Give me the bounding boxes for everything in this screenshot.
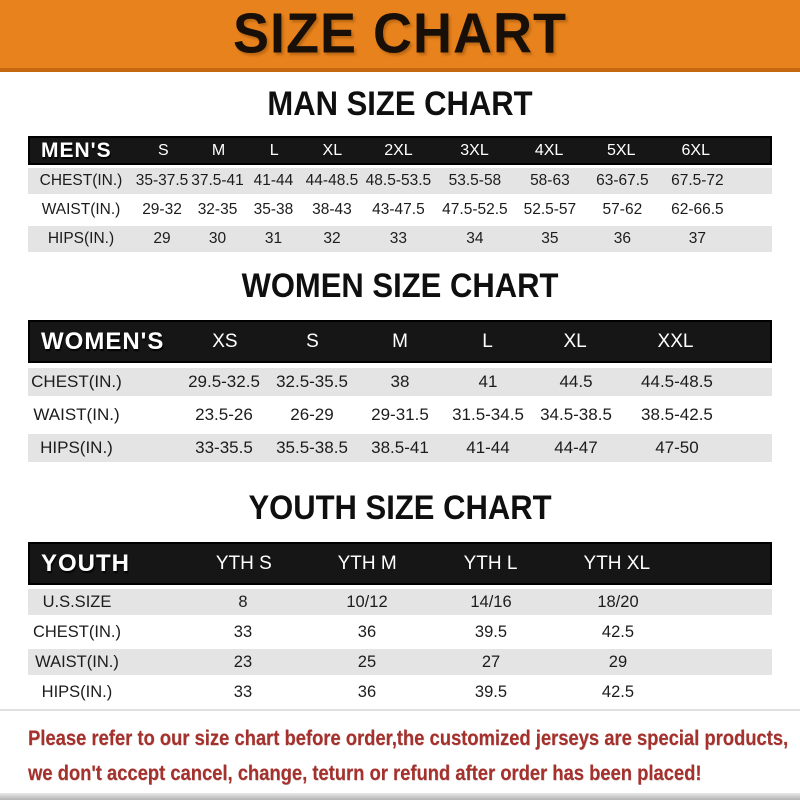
table-cell: 38.5-42.5 bbox=[641, 405, 713, 424]
column-header: YTH L bbox=[463, 552, 518, 574]
women-size-table bbox=[28, 320, 772, 462]
column-header: XXL bbox=[657, 330, 694, 352]
column-header: XL bbox=[563, 330, 587, 352]
men-size-table bbox=[28, 136, 772, 252]
column-header: 5XL bbox=[606, 141, 636, 159]
table-row bbox=[28, 589, 772, 615]
table-cell: 31.5-34.5 bbox=[452, 405, 524, 424]
table-cell: 10/12 bbox=[346, 592, 388, 611]
bottom-edge-strip bbox=[0, 793, 800, 800]
footer-notice bbox=[0, 726, 800, 796]
men-section-heading bbox=[0, 83, 800, 124]
divider-line bbox=[0, 709, 800, 711]
table-cell: 42.5 bbox=[601, 622, 635, 641]
table-cell: 38-43 bbox=[312, 201, 352, 218]
table-cell: 33 bbox=[233, 682, 253, 701]
table-cell: 41 bbox=[478, 372, 498, 391]
table-cell: 39.5 bbox=[474, 682, 508, 701]
table-cell: 41-44 bbox=[253, 172, 294, 189]
table-cell: 44.5-48.5 bbox=[641, 372, 713, 391]
women-section-heading bbox=[0, 265, 800, 306]
men-section-heading-text: MAN SIZE CHART bbox=[267, 83, 533, 124]
table-row bbox=[28, 649, 772, 675]
section-women bbox=[0, 252, 800, 462]
table-row bbox=[28, 619, 772, 645]
column-header: YTH S bbox=[215, 552, 272, 574]
table-row bbox=[28, 401, 772, 429]
women-section-heading-text: WOMEN SIZE CHART bbox=[241, 265, 559, 306]
youth-section-heading-text: YOUTH SIZE CHART bbox=[248, 487, 552, 528]
table-cell: 30 bbox=[208, 230, 227, 247]
table-cell: 58-63 bbox=[530, 172, 570, 189]
banner-title: SIZE CHART bbox=[233, 2, 567, 66]
column-header: 3XL bbox=[460, 141, 489, 159]
table-cell: 33-35.5 bbox=[195, 438, 253, 457]
table-cell: 14/16 bbox=[470, 592, 512, 611]
table-row bbox=[28, 368, 772, 396]
table-cell: 26-29 bbox=[290, 405, 334, 424]
column-header: L bbox=[269, 141, 279, 159]
table-cell: 37.5-41 bbox=[191, 172, 244, 189]
table-row bbox=[28, 197, 772, 223]
column-header: XS bbox=[212, 330, 238, 352]
table-corner-label: MEN'S bbox=[41, 138, 112, 162]
column-header: M bbox=[211, 141, 226, 159]
column-header: YTH XL bbox=[583, 552, 651, 574]
table-cell: 43-47.5 bbox=[372, 201, 425, 218]
table-cell: 29.5-32.5 bbox=[188, 372, 260, 391]
row-label: U.S.SIZE bbox=[42, 592, 112, 611]
row-label: HIPS(IN.) bbox=[40, 438, 113, 457]
table-cell: 36 bbox=[357, 622, 377, 641]
column-header: 4XL bbox=[534, 141, 564, 159]
table-cell: 53.5-58 bbox=[448, 172, 502, 189]
table-cell: 29 bbox=[153, 230, 171, 247]
table-cell: 44-47 bbox=[554, 438, 598, 457]
row-label: CHEST(IN.) bbox=[31, 372, 122, 391]
banner bbox=[0, 0, 800, 72]
table-cell: 32-35 bbox=[197, 201, 238, 218]
table-cell: 18/20 bbox=[597, 592, 639, 611]
table-cell: 44.5 bbox=[559, 372, 593, 391]
row-label: WAIST(IN.) bbox=[41, 201, 121, 218]
table-cell: 23.5-26 bbox=[195, 405, 253, 424]
table-header-bar bbox=[28, 320, 772, 363]
table-cell: 35-38 bbox=[253, 201, 294, 218]
table-cell: 47.5-52.5 bbox=[442, 201, 508, 218]
row-label: CHEST(IN.) bbox=[39, 172, 123, 189]
table-cell: 38 bbox=[390, 372, 410, 391]
table-cell: 62-66.5 bbox=[671, 201, 724, 218]
table-cell: 34 bbox=[466, 230, 484, 247]
column-header: YTH M bbox=[337, 552, 397, 574]
table-cell: 35.5-38.5 bbox=[276, 438, 348, 457]
column-header: XL bbox=[322, 141, 343, 159]
table-header-bar bbox=[28, 136, 772, 165]
table-cell: 8 bbox=[238, 592, 248, 611]
table-cell: 37 bbox=[688, 230, 706, 247]
column-header: M bbox=[392, 330, 408, 352]
table-cell: 57-62 bbox=[602, 201, 643, 218]
notice-line-2: we don't accept cancel, change, teturn or refund after order has been placed! bbox=[28, 761, 702, 785]
table-cell: 31 bbox=[264, 230, 283, 247]
column-header: S bbox=[157, 141, 169, 159]
table-cell: 48.5-53.5 bbox=[365, 172, 432, 189]
table-cell: 23 bbox=[233, 652, 253, 671]
column-header: S bbox=[306, 330, 319, 352]
table-cell: 27 bbox=[481, 652, 501, 671]
table-cell: 63-67.5 bbox=[596, 172, 649, 189]
table-cell: 33 bbox=[233, 622, 253, 641]
youth-size-table bbox=[28, 542, 772, 705]
row-label: WAIST(IN.) bbox=[33, 405, 120, 424]
table-cell: 39.5 bbox=[474, 622, 508, 641]
column-header: 2XL bbox=[384, 141, 413, 159]
column-header: 6XL bbox=[681, 141, 710, 159]
table-cell: 29-31.5 bbox=[371, 405, 429, 424]
table-corner-label: WOMEN'S bbox=[41, 327, 165, 355]
table-cell: 35-37.5 bbox=[135, 172, 189, 189]
table-cell: 47-50 bbox=[655, 438, 699, 457]
table-cell: 42.5 bbox=[601, 682, 635, 701]
row-label: WAIST(IN.) bbox=[35, 652, 119, 671]
table-cell: 32.5-35.5 bbox=[276, 372, 348, 391]
table-cell: 29 bbox=[608, 652, 628, 671]
table-cell: 67.5-72 bbox=[671, 172, 724, 189]
table-cell: 44-48.5 bbox=[305, 172, 359, 189]
notice-line-1: Please refer to our size chart before order,the customized jerseys are special products, bbox=[28, 726, 789, 750]
table-row bbox=[28, 434, 772, 462]
row-label: HIPS(IN.) bbox=[47, 230, 115, 247]
table-cell: 32 bbox=[323, 230, 341, 247]
table-cell: 36 bbox=[357, 682, 377, 701]
table-row bbox=[28, 168, 772, 194]
table-row bbox=[28, 226, 772, 252]
row-label: HIPS(IN.) bbox=[41, 682, 113, 701]
table-corner-label: YOUTH bbox=[41, 549, 130, 577]
column-header: L bbox=[482, 330, 493, 352]
section-youth bbox=[0, 462, 800, 705]
table-header-bar bbox=[28, 542, 772, 585]
table-cell: 41-44 bbox=[466, 438, 510, 457]
table-cell: 33 bbox=[389, 230, 408, 247]
section-men bbox=[0, 72, 800, 252]
table-cell: 34.5-38.5 bbox=[540, 405, 612, 424]
youth-section-heading bbox=[0, 487, 800, 528]
table-cell: 35 bbox=[541, 230, 559, 247]
row-label: CHEST(IN.) bbox=[32, 622, 121, 641]
table-cell: 29-32 bbox=[142, 201, 182, 218]
table-row bbox=[28, 679, 772, 705]
table-cell: 52.5-57 bbox=[523, 201, 577, 218]
table-cell: 25 bbox=[357, 652, 377, 671]
table-cell: 36 bbox=[613, 230, 631, 247]
table-cell: 38.5-41 bbox=[371, 438, 429, 457]
